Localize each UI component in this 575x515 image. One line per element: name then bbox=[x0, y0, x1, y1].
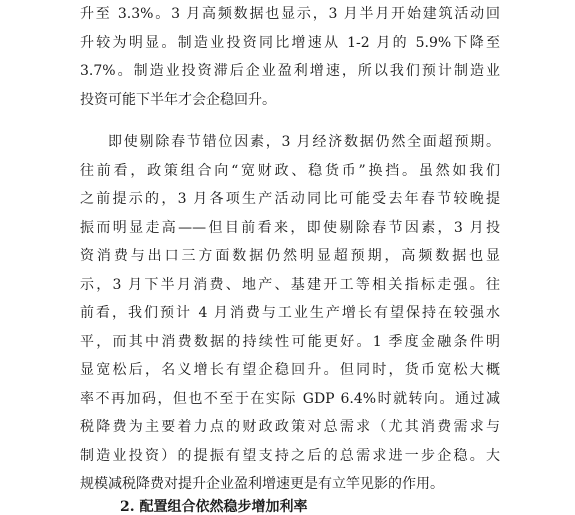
text-line: 之前提示的，3 月各项生产活动同比可能受去年春节较晚提 bbox=[80, 191, 500, 207]
text-line: 率不再加码，但也不至于在实际 GDP 6.4%时就转向。通过减 bbox=[80, 390, 500, 407]
text-line: 升较为明显。制造业投资同比增速从 1-2 月的 5.9%下降至 bbox=[80, 34, 500, 51]
text-line: 制造业投资）的提振有望支持之后的总需求进一步企稳。大 bbox=[80, 447, 500, 464]
text-line: 投资可能下半年才会企稳回升。 bbox=[80, 91, 276, 108]
text-line: 3.7%。制造业投资滞后企业盈利增速，所以我们预计制造业 bbox=[80, 63, 500, 79]
text-line: 平，而其中消费数据的持续性可能更好。1 季度金融条件明 bbox=[80, 333, 500, 350]
text-line: 显宽松后，名义增长有望企稳回升。但同时，货币宽松大概 bbox=[80, 362, 500, 378]
text-line: 资消费与出口三方面数据仍然明显超预期，高频数据也显 bbox=[80, 248, 500, 264]
text-line: 规模减税降费对提升企业盈利增速更是有立竿见影的作用。 bbox=[80, 476, 444, 492]
text-line: 示，3 月下半月消费、地产、基建开工等相关指标走强。往 bbox=[80, 276, 500, 293]
text-line: 升至 3.3%。3 月高频数据也显示，3 月半月开始建筑活动回 bbox=[80, 6, 500, 22]
text-line: 振而明显走高——但目前看来，即使剔除春节因素，3 月投 bbox=[80, 219, 500, 236]
cutoff-heading-text: 2. 配置组合依然稳步增加利率 bbox=[120, 499, 308, 515]
text-line: 往前看，政策组合向“宽财政、稳货币”换挡。虽然如我们 bbox=[80, 162, 500, 179]
text-line: 前看，我们预计 4 月消费与工业生产增长有望保持在较强水 bbox=[80, 305, 500, 321]
cutoff-heading bbox=[120, 499, 320, 515]
text-line: 即使剔除春节错位因素，3 月经济数据仍然全面超预期。 bbox=[108, 134, 500, 150]
document-body bbox=[80, 0, 500, 499]
paragraph-2 bbox=[80, 128, 500, 499]
text-line: 税降费为主要着力点的财政政策对总需求（尤其消费需求与 bbox=[80, 419, 500, 435]
paragraph-1 bbox=[80, 0, 500, 114]
